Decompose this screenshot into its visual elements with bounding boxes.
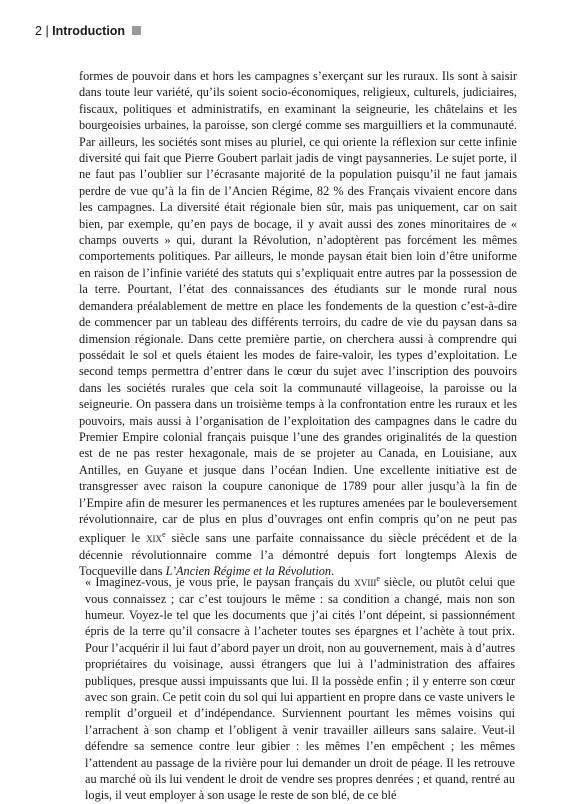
paragraph-text: formes de pouvoir dans et hors les campagnes s’exerçant sur les ruraux. Ils sont à saisir dans toute leur variété, qu’ils soient socio-économiques, religieux, culturels, judiciaires, fiscaux, politiques et administratifs, en examinant la seigneurie, les châtelains et les bourgeoisies urbaines, la paroisse, son clergé comme ses marguilliers et la communauté. Par ailleurs, les sociétés sont mises au pluriel, ce qui oriente la réflexion sur cette infinie diversité qui fait que Pierre Goubert parlait jadis de vingt paysanneries. Le sujet porte, il ne faut pas l’oublier sur l’écrasante majorité de la population puisqu’il ne faut jamais perdre de vue qu’à la fin de l’Ancien Régime, 82 % des Français vivaient encore dans les campagnes. La diversité était régionale bien sûr, mais pas uniquement, car on sait bien, par exemple, qu’en pays de bocage, il y avait aussi des zones minoritaires de « champs ouverts » qui, durant la Révolution, n’adoptèrent pas forcément les mêmes comportements politiques. Par ailleurs, le monde paysan était bien loin d’être uniforme en raison de l’infinie variété des statuts qui s’expliquait entre autres par la possession de la terre. Pourtant, l’état des connaissances des étudiants sur le monde rural nous demandera préalablement de mettre en place les fondements de la question c’est-à-dire de commencer par un tableau des différents terroirs, du cadre de vie du paysan dans sa dimension régionale. Dans cette première partie, on cherchera aussi à comprendre qui possédait le sol et quels étaient les modes de faire-valoir, les types d’exploitation. Le second temps permettra d’entrer dans le cœur du sujet avec l’inscription des pouvoirs dans les sociétés rurales que cela soit la communauté villageoise, la paroisse ou la seigneurie. On passera dans un troisième temps à la confrontation entre les ruraux et les pouvoirs, mais aussi à l’organisation de l’exploitation des campagnes dans le cadre du Premier Empire colonial français puisque l’une des grandes originalités de la question est de ne pas rester hexagonale, mais de se projeter au Canada, en Louisiane, aux Antilles, en Guyane et jusque dans l’océan Indien. Une excellente initiative est de transgresser avec raison la coupure canonique de 1789 pour aller jusqu’à la fin de l’Empire afin de mesurer les permanences et les ruptures amenées par le bouleversement révolutionnaire, car de plus en plus d’ouvrages ont enfin compris qu’on ne peut pas expliquer le: [79, 69, 517, 546]
book-title: L’Ancien Régime et la Révolution: [165, 564, 332, 579]
century-superscript: e: [162, 530, 166, 540]
quote-text-start: « Imaginez-vous, je vous prie, le paysan français du: [85, 575, 355, 590]
final-period: .: [331, 564, 335, 579]
century-numeral: xviii: [354, 575, 377, 590]
header-separator: |: [45, 24, 49, 38]
section-title: Introduction: [52, 24, 126, 38]
quote-paragraph: [85, 571, 515, 804]
main-text: [79, 68, 517, 580]
square-marker-icon: [132, 26, 141, 35]
century-numeral: xix: [146, 531, 163, 546]
quote-text: siècle, ou plutôt celui que vous connaissez ; car c’est toujours le même : sa condition a changé, mais non son humeur. Voyez-le tel que les documents que j’ai cités l’ont dépeint, si passionnément épris de la terre qu’il consacre à l’acheter toutes ses épargnes et l’achète à tout prix. Pour l’acquérir il lui faut d’abord payer un droit, non au gouvernement, mais à d’autres propriétaires du voisinage, aussi étrangers que lui à l’administration des affaires publiques, presque aussi impuissants que lui. Il la possède enfin ; il y enterre son cœur avec son grain. Ce petit coin du sol qui lui appartient en propre dans ce vaste univers le remplit d’orgueil et d’indépendance. Surviennent pourtant les mêmes voisins qui l’arrachent à son champ et l’obligent à venir travailler ailleurs sans salaire. Veut-il défendre sa semence contre leur gibier : les mêmes l’en empêchent ; les mêmes l’attendent au passage de la rivière pour lui demander un droit de péage. Il les retrouve au marché où ils lui vendent le droit de vendre ses propres denrées ; et quand, rentré au logis, il veut employer à son usage le reste de son blé, de ce blé: [85, 575, 515, 803]
running-header: [35, 24, 141, 38]
century-superscript: e: [376, 574, 380, 583]
page-number: 2: [35, 24, 42, 38]
body-paragraph: [79, 68, 517, 580]
block-quote: [85, 571, 515, 804]
paragraph-text-end: siècle sans une parfaite connaissance du siècle précédent et de la décennie révolutionnaire comme l’a démontré depuis fort longtemps Alexis de Tocqueville dans: [79, 531, 517, 579]
